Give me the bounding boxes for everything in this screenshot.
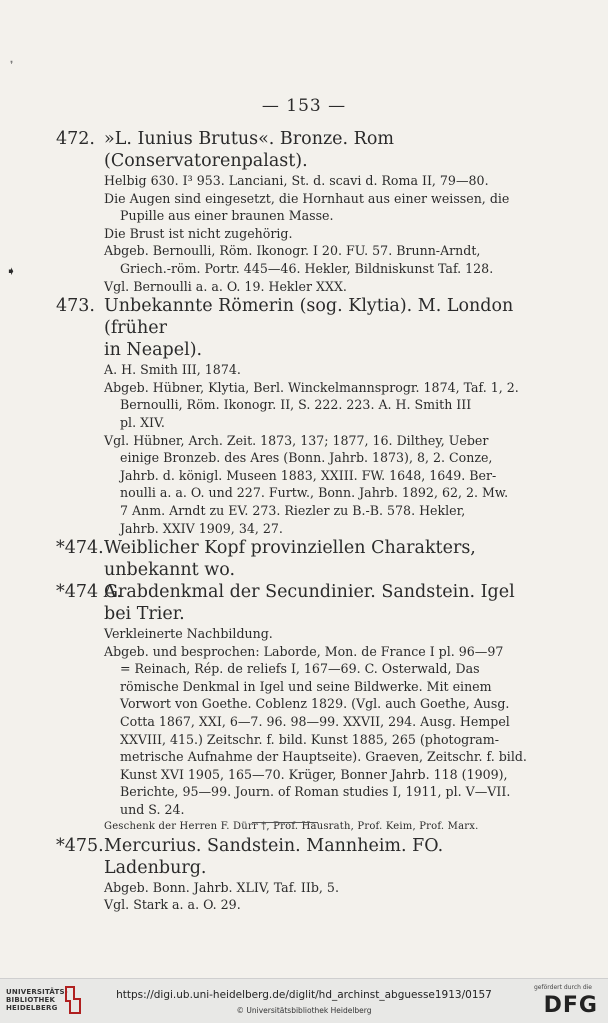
donation-note: Geschenk der Herren F. Dürr †, Prof. Hausrath, Prof. Keim, Prof. Marx. bbox=[104, 820, 479, 832]
entry-heading: Unbekannte Römerin (sog. Klytia). M. London (früher bbox=[104, 296, 514, 339]
entry-line: Vgl. Stark a. a. O. 29. bbox=[104, 897, 241, 913]
entry-475 bbox=[56, 835, 520, 914]
entry-line: römische Denkmal in Igel und seine Bildwerke. Mit einem bbox=[120, 678, 492, 694]
entry-number: *474. bbox=[56, 538, 104, 559]
entry-line: Pupille aus einer braunen Masse. bbox=[120, 208, 334, 224]
entry-line: Jahrb. d. königl. Museen 1883, XXIII. FW. 1648, 1649. Ber- bbox=[120, 467, 497, 483]
entry-line: Vgl. Bernoulli a. a. O. 19. Hekler XXX. bbox=[104, 278, 347, 294]
entry-line: Abgeb. Bonn. Jahrb. XLIV, Taf. IIb, 5. bbox=[104, 879, 339, 895]
source-url-link[interactable]: https://digi.ub.uni-heidelberg.de/diglit/hd_archinst_abguesse1913/0157 bbox=[116, 989, 492, 1001]
entry-line: Griech.-röm. Portr. 445—46. Hekler, Bildniskunst Taf. 128. bbox=[120, 260, 494, 276]
entry-line: Cotta 1867, XXI, 6—7. 96. 98—99. XXVII, 294. Ausg. Hempel bbox=[120, 714, 510, 730]
entry-472 bbox=[56, 128, 520, 295]
entry-473 bbox=[56, 295, 520, 537]
entry-line: metrische Aufnahme der Hauptseite). Graeven, Zeitschr. f. bild. bbox=[120, 749, 527, 765]
margin-arrow-mark: ➧ bbox=[6, 264, 17, 278]
library-line: HEIDELBERG bbox=[6, 1004, 58, 1012]
entry-heading: Mercurius. Sandstein. Mannheim. FO. Ladenburg. bbox=[104, 835, 444, 878]
entry-line: Helbig 630. I³ 953. Lanciani, St. d. scavi d. Roma II, 79—80. bbox=[104, 173, 489, 188]
entry-number: 473. bbox=[56, 296, 95, 317]
entry-heading-continued: in Neapel). bbox=[104, 340, 203, 361]
entry-line: 7 Anm. Arndt zu EV. 273. Riezler zu B.-B. 578. Hekler, bbox=[120, 502, 466, 518]
margin-mark: ❜ bbox=[10, 60, 14, 71]
entry-heading: Grabdenkmal der Secundinier. Sandstein. Igel bei Trier. bbox=[104, 582, 515, 625]
entry-line: Verkleinerte Nachbildung. bbox=[104, 626, 273, 642]
entry-heading: Weiblicher Kopf provinziellen Charakters, unbekannt wo. bbox=[104, 538, 476, 581]
funding-note: gefördert durch die bbox=[534, 984, 592, 991]
entry-heading: »L. Iunius Brutus«. Bronze. Rom (Conservatorenpalast). bbox=[104, 129, 394, 171]
entry-number: *474 A. bbox=[56, 582, 122, 603]
entry-line: Vgl. Hübner, Arch. Zeit. 1873, 137; 1877, 16. Dilthey, Ueber bbox=[104, 432, 489, 448]
entry-line: Berichte, 95—99. Journ. of Roman studies I, 1911, pl. V—VII. bbox=[120, 784, 511, 800]
entry-line: Vorwort von Goethe. Coblenz 1829. (Vgl. auch Goethe, Ausg. bbox=[120, 696, 510, 712]
entry-line: Die Augen sind eingesetzt, die Hornhaut aus einer weissen, die bbox=[104, 190, 510, 206]
entry-number: *475. bbox=[56, 835, 104, 856]
entry-line: Abgeb. und besprochen: Laborde, Mon. de France I pl. 96—97 bbox=[104, 643, 504, 659]
copyright-text: © Universitätsbibliothek Heidelberg bbox=[236, 1006, 372, 1015]
entry-line: pl. XIV. bbox=[120, 414, 165, 430]
entry-line: noulli a. a. O. und 227. Furtw., Bonn. Jahrb. 1892, 62, 2. Mw. bbox=[120, 485, 509, 501]
entry-line: Abgeb. Hübner, Klytia, Berl. Winckelmannsprogr. 1874, Taf. 1, 2. bbox=[104, 379, 519, 395]
catalog-entries bbox=[56, 128, 527, 914]
entry-line: A. H. Smith III, 1874. bbox=[104, 362, 241, 378]
page-number: — 153 — bbox=[261, 96, 347, 116]
end-rule-divider bbox=[252, 822, 318, 823]
dfg-logo: DFG bbox=[543, 993, 598, 1018]
library-line: UNIVERSITÄTS- bbox=[6, 988, 68, 996]
entry-line: Bernoulli, Röm. Ikonogr. II, S. 222. 223. A. H. Smith III bbox=[120, 397, 472, 413]
entry-line: und S. 24. bbox=[120, 802, 185, 818]
entry-line: XXVIII, 415.) Zeitschr. f. bild. Kunst 1885, 265 (photogram- bbox=[120, 731, 499, 747]
viewer-footer bbox=[0, 978, 608, 1023]
entry-line: Jahrb. XXIV 1909, 34, 27. bbox=[120, 520, 283, 536]
library-line: BIBLIOTHEK bbox=[6, 996, 56, 1004]
entry-line: Kunst XVI 1905, 165—70. Krüger, Bonner Jahrb. 118 (1909), bbox=[120, 766, 508, 782]
entry-line: Abgeb. Bernoulli, Röm. Ikonogr. I 20. FU. 57. Brunn-Arndt, bbox=[104, 243, 481, 259]
entry-line: = Reinach, Rép. de reliefs I, 167—69. C. Osterwald, Das bbox=[120, 661, 480, 677]
entry-number: 472. bbox=[56, 129, 95, 149]
entry-474 bbox=[56, 537, 520, 581]
entry-line: Die Brust ist nicht zugehörig. bbox=[104, 225, 293, 241]
entry-line: einige Bronzeb. des Ares (Bonn. Jahrb. 1873), 8, 2. Conze, bbox=[120, 450, 493, 466]
entry-474a bbox=[56, 581, 527, 835]
